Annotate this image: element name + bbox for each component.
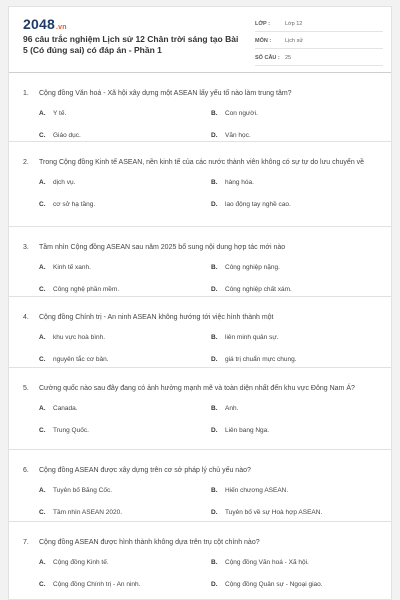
- question-text: Cộng đồng Chính trị - An ninh ASEAN không hướng tới việc hình thành một: [39, 314, 274, 321]
- option-text: Tầm nhìn ASEAN 2020.: [53, 508, 123, 516]
- answer-option[interactable]: [39, 507, 211, 517]
- worksheet-header: [9, 7, 391, 73]
- option-text: liên minh quân sự.: [225, 333, 279, 341]
- option-letter: C.: [39, 285, 46, 293]
- option-text: Văn học.: [225, 131, 251, 139]
- worksheet-title: 96 câu trắc nghiệm Lịch sử 12 Chân trời sáng tạo Bài 5 (Có đúng sai) có đáp án - Phần 1: [23, 34, 239, 55]
- answer-option[interactable]: [211, 199, 383, 209]
- option-letter: B.: [211, 404, 218, 412]
- answer-option[interactable]: [39, 177, 211, 187]
- answer-option[interactable]: [39, 284, 211, 294]
- answer-option[interactable]: [39, 403, 211, 413]
- answer-option[interactable]: [39, 332, 211, 342]
- option-letter: A.: [39, 558, 46, 566]
- option-letter: B.: [211, 178, 218, 186]
- option-text: Kinh tế xanh.: [53, 263, 91, 271]
- answer-option[interactable]: [211, 332, 383, 342]
- option-letter: C.: [39, 355, 46, 363]
- option-text: Công nghiệp nặng.: [225, 263, 280, 271]
- meta-value: Lịch sử: [285, 38, 304, 44]
- answer-option[interactable]: [39, 262, 211, 272]
- answer-option[interactable]: [39, 199, 211, 209]
- option-letter: B.: [211, 109, 218, 117]
- worksheet-page: [8, 6, 392, 600]
- answer-option[interactable]: [211, 354, 383, 364]
- option-text: giá trị chuẩn mực chung.: [225, 355, 297, 363]
- meta-value: Lớp 12: [285, 21, 303, 27]
- option-text: Công nghiệp chất xám.: [225, 285, 292, 293]
- answer-option[interactable]: [39, 425, 211, 435]
- option-letter: D.: [211, 131, 218, 139]
- option-letter: B.: [211, 486, 218, 494]
- option-text: Tuyên bố về sự Hoà hợp ASEAN.: [225, 508, 323, 516]
- answer-option[interactable]: [211, 108, 383, 118]
- question-item: [9, 522, 392, 596]
- answer-option[interactable]: [211, 403, 383, 413]
- question-item: [9, 297, 392, 368]
- answer-option[interactable]: [39, 130, 211, 140]
- option-text: khu vực hoà bình.: [53, 333, 106, 341]
- question-text: Cộng đồng ASEAN được xây dựng trên cơ sở pháp lý chủ yếu nào?: [39, 467, 251, 474]
- option-letter: D.: [211, 426, 218, 434]
- option-text: Tuyên bố Băng Cốc.: [53, 486, 113, 494]
- question-text: Cường quốc nào sau đây đang có ảnh hưởng mạnh mẽ và toàn diện nhất đến khu vực Đông Nam Á?: [39, 385, 355, 392]
- option-letter: A.: [39, 404, 46, 412]
- option-text: Hiến chương ASEAN.: [225, 486, 289, 494]
- question-item: [9, 227, 392, 297]
- option-text: Anh.: [225, 404, 239, 412]
- question-number: 2.: [23, 159, 29, 166]
- answer-option[interactable]: [211, 425, 383, 435]
- option-letter: D.: [211, 355, 218, 363]
- option-text: Canada.: [53, 404, 78, 412]
- logo-suffix: .vn: [55, 24, 67, 31]
- answer-option[interactable]: [211, 557, 383, 567]
- option-letter: C.: [39, 200, 46, 208]
- option-text: nguyên tắc cơ bản.: [53, 355, 109, 363]
- option-text: cơ sở hạ tầng.: [53, 200, 96, 208]
- answer-option[interactable]: [211, 579, 383, 589]
- option-text: Cộng đồng Văn hoá - Xã hội.: [225, 558, 309, 566]
- question-number: 6.: [23, 467, 29, 474]
- option-letter: A.: [39, 109, 46, 117]
- question-number: 5.: [23, 385, 29, 392]
- option-text: Cộng đồng Kinh tế.: [53, 558, 109, 566]
- worksheet-meta: [255, 17, 383, 66]
- answer-option[interactable]: [39, 557, 211, 567]
- option-letter: A.: [39, 178, 46, 186]
- option-text: dịch vụ.: [53, 178, 76, 186]
- meta-subject: [255, 34, 383, 49]
- answer-option[interactable]: [211, 262, 383, 272]
- meta-label: LỚP :: [255, 21, 270, 27]
- answer-option[interactable]: [211, 507, 383, 517]
- answer-option[interactable]: [39, 354, 211, 364]
- option-letter: D.: [211, 200, 218, 208]
- option-text: Con người.: [225, 109, 258, 117]
- site-logo[interactable]: [23, 16, 67, 32]
- question-item: [9, 73, 392, 142]
- question-item: [9, 450, 392, 522]
- meta-question-count: [255, 51, 383, 66]
- meta-grade: [255, 17, 383, 32]
- option-text: hàng hóa.: [225, 178, 254, 186]
- option-letter: B.: [211, 558, 218, 566]
- question-number: 3.: [23, 244, 29, 251]
- answer-option[interactable]: [39, 579, 211, 589]
- answer-option[interactable]: [39, 108, 211, 118]
- question-number: 1.: [23, 90, 29, 97]
- option-letter: A.: [39, 263, 46, 271]
- answer-option[interactable]: [211, 284, 383, 294]
- option-text: Y tế.: [53, 109, 67, 117]
- question-text: Tầm nhìn Cộng đồng ASEAN sau năm 2025 bổ sung nội dung hợp tác mới nào: [39, 244, 286, 251]
- question-item: [9, 142, 392, 227]
- meta-label: MÔN :: [255, 38, 272, 44]
- question-number: 4.: [23, 314, 29, 321]
- logo-text: 2048: [23, 16, 55, 32]
- option-letter: C.: [39, 131, 46, 139]
- question-text: Cộng đồng Văn hoá - Xã hội xây dựng một ASEAN lấy yếu tố nào làm trung tâm?: [39, 90, 292, 97]
- answer-option[interactable]: [39, 485, 211, 495]
- option-letter: C.: [39, 508, 46, 516]
- option-letter: C.: [39, 426, 46, 434]
- meta-value: 25: [285, 55, 292, 61]
- question-text: Cộng đồng ASEAN được hình thành không dựa trên trụ cột chính nào?: [39, 539, 260, 546]
- question-item: [9, 368, 392, 450]
- option-text: Cộng đồng Chính trị - An ninh.: [53, 580, 141, 588]
- option-letter: B.: [211, 263, 218, 271]
- question-number: 7.: [23, 539, 29, 546]
- option-text: Công nghệ phần mềm.: [53, 285, 120, 293]
- option-text: Cộng đồng Quân sự - Ngoại giao.: [225, 580, 323, 588]
- question-list: [9, 73, 392, 596]
- option-text: Liên bang Nga.: [225, 426, 270, 434]
- option-text: lao động tay nghề cao.: [225, 200, 291, 208]
- option-letter: D.: [211, 580, 218, 588]
- option-letter: D.: [211, 285, 218, 293]
- option-letter: A.: [39, 486, 46, 494]
- option-text: Trung Quốc.: [53, 426, 89, 434]
- answer-option[interactable]: [211, 177, 383, 187]
- answer-option[interactable]: [211, 485, 383, 495]
- question-text: Trong Cộng đồng Kinh tế ASEAN, nền kinh tế của các nước thành viên không có sự tự do lưu chuyển về: [39, 159, 365, 166]
- answer-option[interactable]: [211, 130, 383, 140]
- option-text: Giáo dục.: [53, 131, 81, 139]
- option-letter: B.: [211, 333, 218, 341]
- option-letter: A.: [39, 333, 46, 341]
- meta-label: SỐ CÂU :: [255, 55, 280, 61]
- option-letter: C.: [39, 580, 46, 588]
- option-letter: D.: [211, 508, 218, 516]
